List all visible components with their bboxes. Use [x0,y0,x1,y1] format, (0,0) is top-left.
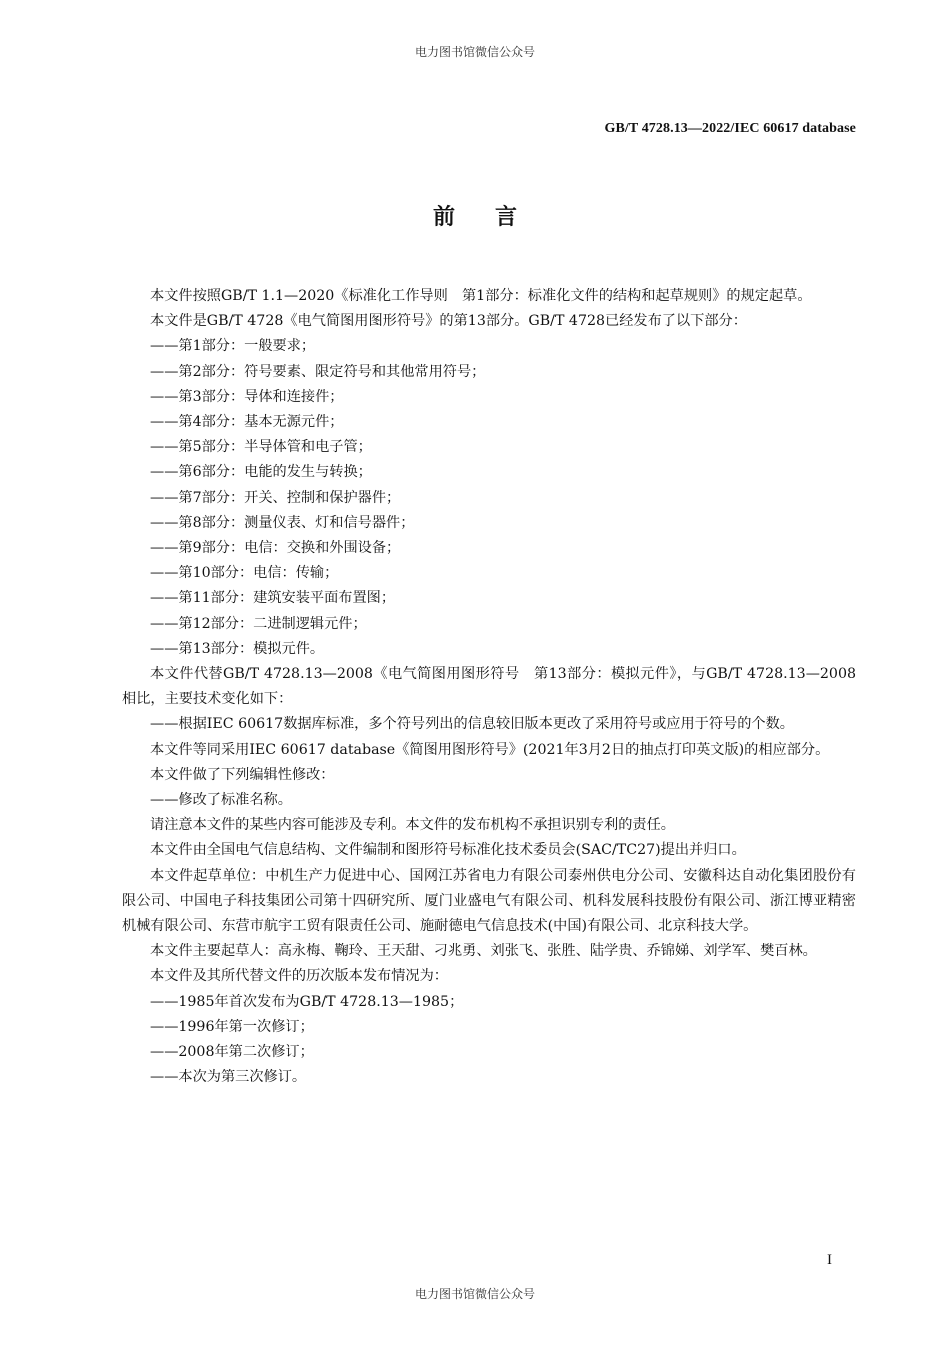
list-item-part-1: ——第1部分：一般要求； [150,338,316,355]
list-item-history-1996: ——1996年第一次修订； [150,1018,314,1035]
watermark-top: 电力图书馆微信公众号 [414,45,535,59]
document-body [122,284,856,1091]
list-item-history-current: ——本次为第三次修订。 [150,1069,307,1086]
list-item-technical-change: ——根据IEC 60617数据库标准，多个符号列出的信息较旧版本更改了采用符号或应用于符号的个数。 [150,716,794,733]
standard-code: GB/T 4728.13—2022/IEC 60617 database [604,121,856,136]
paragraph-editorial: 本文件做了下列编辑性修改： [150,766,335,783]
watermark-bottom: 电力图书馆微信公众号 [414,1287,535,1301]
paragraph-basis: 本文件按照GB/T 1.1—2020《标准化工作导则 第1部分：标准化文件的结构和起草规则》的规定起草。 [150,288,812,304]
list-item-part-5: ——第5部分：半导体管和电子管； [150,439,372,456]
paragraph-drafters: 本文件主要起草人：高永梅、鞠玲、王天甜、刁兆勇、刘张飞、张胜、陆学贵、乔锦娣、刘学军、樊百林。 [150,943,817,960]
page-title: 前言 [432,205,557,230]
list-item-history-2008: ——2008年第二次修订； [150,1044,314,1061]
paragraph-adoption: 本文件等同采用IEC 60617 database《简图用图形符号》(2021年3月2日的抽点打印英文版)的相应部分。 [150,741,830,758]
paragraph-patent: 请注意本文件的某些内容可能涉及专利。本文件的发布机构不承担识别专利的责任。 [150,817,675,834]
paragraph-series: 本文件是GB/T 4728《电气简图用图形符号》的第13部分。GB/T 4728已经发布了以下部分： [150,313,747,330]
paragraph-committee: 本文件由全国电气信息结构、文件编制和图形符号标准化技术委员会(SAC/TC27)提出并归口。 [150,842,746,859]
list-item-part-7: ——第7部分：开关、控制和保护器件； [150,489,401,506]
list-item-part-4: ——第4部分：基本无源元件； [150,414,344,431]
paragraph-drafting-units: 本文件起草单位：中机生产力促进中心、国网江苏省电力有限公司泰州供电分公司、安徽科达自动化集团股份有限公司、中国电子科技集团公司第十四研究所、厦门业盛电气有限公司、机科发展科技股份有限公司、浙江博亚精密机械有限公司、东营市航宇工贸有限责任公司、施耐德电气信息技术(中国)有限公司、北京科技大学。 [122,867,856,935]
list-item-part-8: ——第8部分：测量仪表、灯和信号器件； [150,514,415,531]
list-item-part-10: ——第10部分：电信：传输； [150,565,339,582]
paragraph-history: 本文件及其所代替文件的历次版本发布情况为： [150,968,448,985]
list-item-part-6: ——第6部分：电能的发生与转换； [150,464,372,481]
list-item-editorial-change: ——修改了标准名称。 [150,792,292,809]
list-item-part-2: ——第2部分：符号要素、限定符号和其他常用符号； [150,363,486,380]
paragraph-replaces: 本文件代替GB/T 4728.13—2008《电气简图用图形符号 第13部分：模拟元件》，与GB/T 4728.13—2008相比，主要技术变化如下： [122,666,856,708]
list-item-part-3: ——第3部分：导体和连接件； [150,388,344,405]
list-item-history-1985: ——1985年首次发布为GB/T 4728.13—1985； [150,993,464,1010]
list-item-part-9: ——第9部分：电信：交换和外围设备； [150,540,401,557]
list-item-part-11: ——第11部分：建筑安装平面布置图； [150,590,396,607]
page-number: I [827,1252,832,1268]
list-item-part-12: ——第12部分：二进制逻辑元件； [150,615,367,632]
list-item-part-13: ——第13部分：模拟元件。 [150,640,325,657]
